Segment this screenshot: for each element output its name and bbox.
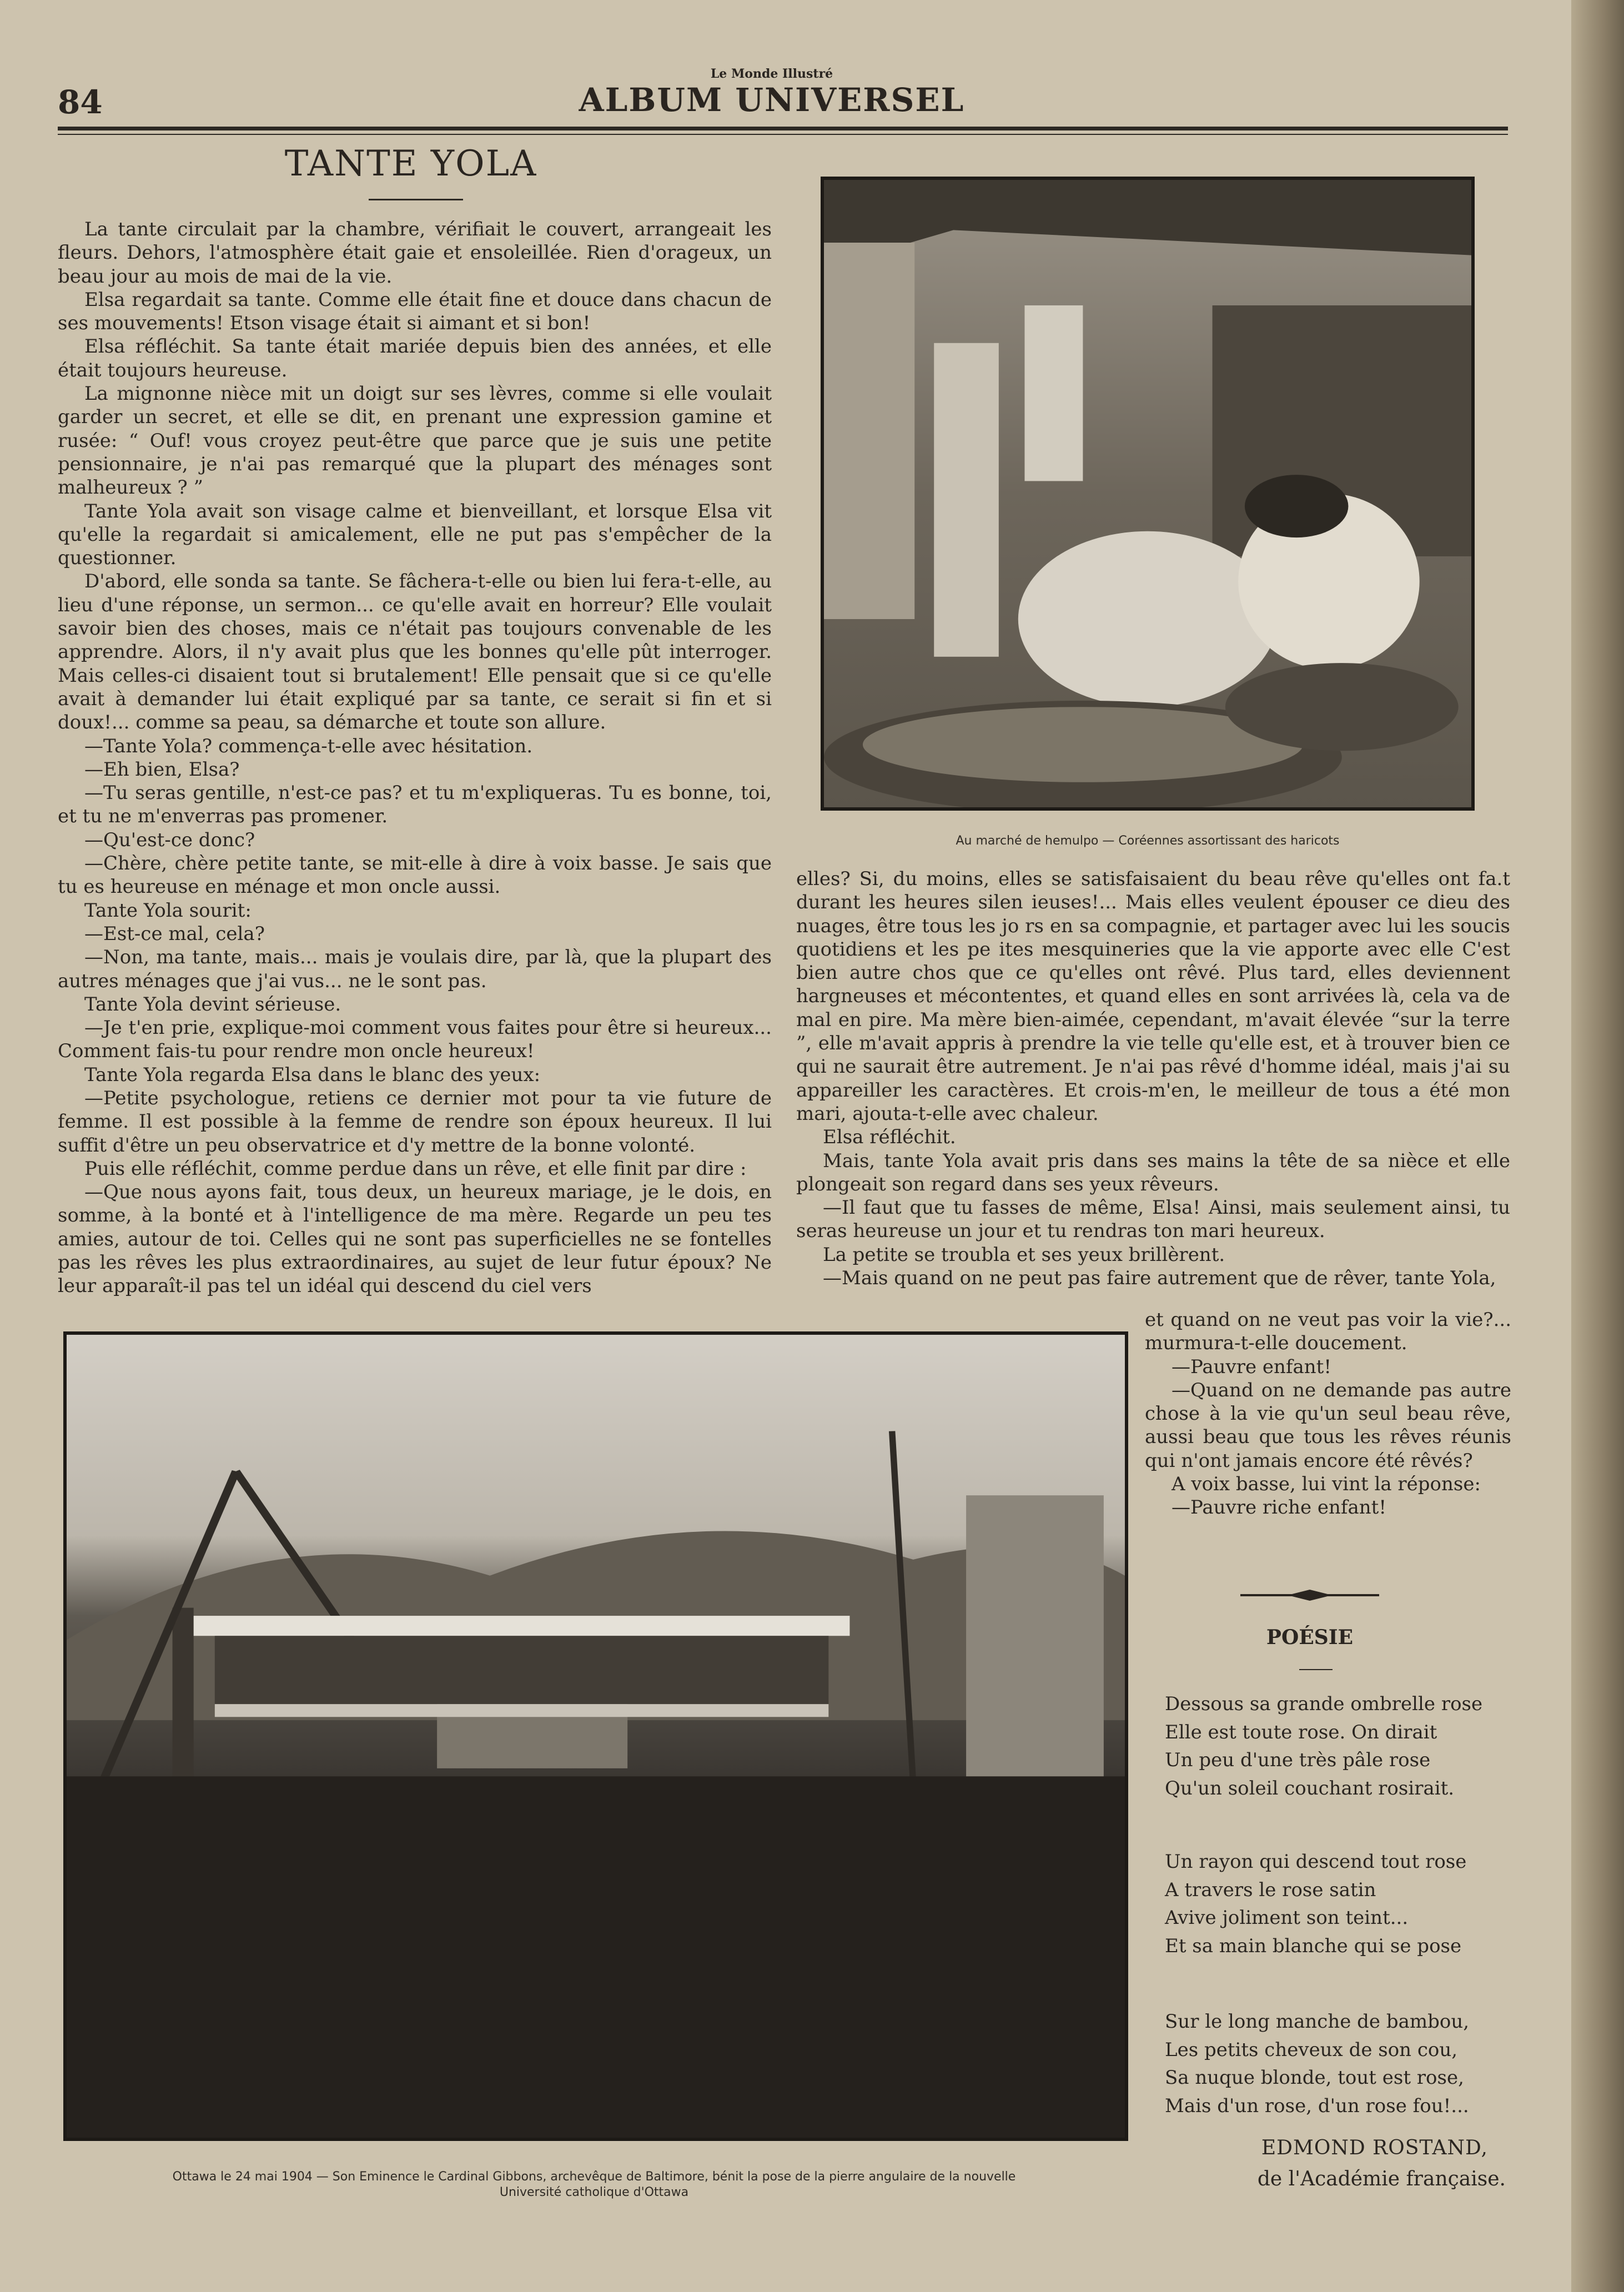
poem-heading-underline <box>1299 1669 1333 1670</box>
masthead-rule <box>58 127 1508 130</box>
poem-line: Mais d'un rose, d'un rose fou!... <box>1165 2094 1469 2117</box>
masthead-title: ALBUM UNIVERSEL <box>579 81 965 119</box>
poem-line: A travers le rose satin <box>1165 1878 1376 1901</box>
poem-line: Les petits cheveux de son cou, <box>1165 2038 1458 2061</box>
story-paragraph: —Tante Yola? commença-t-elle avec hésitation. <box>84 735 533 757</box>
title-underline <box>369 199 463 200</box>
story-title: TANTE YOLA <box>284 143 537 184</box>
story-paragraph: Tante Yola devint sérieuse. <box>84 993 341 1016</box>
poem-ornament-divider <box>1240 1587 1379 1604</box>
poem-line: Un peu d'une très pâle rose <box>1165 1749 1431 1771</box>
ottawa-caption-line2: Université catholique d'Ottawa <box>499 2185 689 2199</box>
poem-line: Dessous sa grande ombrelle rose <box>1165 1693 1483 1715</box>
story-paragraph: —Je t'en prie, explique-moi comment vous faites pour être si heureux... Comment fais-tu pour rendre mon oncle heureux! <box>58 1017 772 1063</box>
korean-market-photo <box>821 177 1475 811</box>
poem-line: Et sa main blanche qui se pose <box>1165 1934 1462 1957</box>
story-paragraph: —Chère, chère petite tante, se mit-elle à dire à voix basse. Je sais que tu es heureuse en ménage et mon oncle aussi. <box>58 852 772 898</box>
poem-line: Sa nuque blonde, tout est rose, <box>1165 2067 1464 2089</box>
story-paragraph: —Pauvre enfant! <box>1172 1355 1332 1378</box>
poem-stanza-3 <box>1165 2008 1469 2120</box>
story-paragraph: elles? Si, du moins, elles se satisfaisaient du beau rêve qu'elles ont fa.t durant les heures silen ieuses!... Mais elles veulent épouser ce dieu des nuages, être tous les jo rs en sa compagnie, et partager avec lui les soucis quotidiens et les pe ites mesquineries que la vie apporte avec elle C'est bien autre chos que ce qu'elles ont rêvé. Plus tard, elles deviennent hargneuses et mécontentes, et quand elles en sont arrivées là, cela va de mal en pire. Ma mère bien-aimée, cependant, m'avait élevée “sur la terre ”, elle m'avait appris à prendre la vie telle qu'elle est, et à trouver bien ce qui ne saurait être autrement. Je n'ai pas rêvé d'homme idéal, mais j'ai su appareiller les caractères. Et crois-m'en, le meilleur de tous a été mon mari, ajouta-t-elle avec chaleur. <box>796 868 1510 1125</box>
ottawa-caption-line1: Ottawa le 24 mai 1904 — Son Eminence le Cardinal Gibbons, archevêque de Baltimore, bénit la pose de la pierre angulaire de la nouvelle <box>172 2170 1016 2184</box>
story-paragraph: Elsa réfléchit. <box>823 1126 956 1149</box>
poem-line: Sur le long manche de bambou, <box>1165 2010 1470 2033</box>
story-paragraph: —Eh bien, Elsa? <box>84 758 240 781</box>
masthead-rule-thin <box>58 134 1508 135</box>
story-paragraph: Tante Yola regarda Elsa dans le blanc des yeux: <box>84 1063 541 1086</box>
story-paragraph: —Petite psychologue, retiens ce dernier mot pour ta vie future de femme. Il est possible à la femme de rendre son époux heureux. Il lui suffit d'être un peu observatrice et d'y mettre de la bonne volonté. <box>58 1087 772 1157</box>
story-paragraph: —Que nous ayons fait, tous deux, un heureux mariage, je le dois, en somme, à la bonté et à l'intelligence de ma mère. Regarde un peu tes amies, autour de toi. Celles qui ne sont pas superficielles ne se fontelles pas les rêves les plus extraordinaires, au sujet de leur futur époux? Ne leur apparaît-il pas tel un idéal qui descend du ciel vers <box>58 1181 772 1298</box>
story-paragraph: La tante circulait par la chambre, vérifiait le couvert, arrangeait les fleurs. Dehors, l'atmosphère était gaie et ensoleillée. Rien d'orageux, un beau jour au mois de mai de la vie. <box>58 218 772 288</box>
story-paragraph: D'abord, elle sonda sa tante. Se fâchera-t-elle ou bien lui fera-t-elle, au lieu d'une réponse, un sermon... ce qu'elle avait en horreur? Elle voulait savoir bien des choses, mais ce n'était pas toujours convenable de les apprendre. Alors, il n'y avait plus que les bonnes qu'elle pût interroger. Mais celles-ci disaient tout si brutalement! Elle pensait que si ce qu'elle avait à demander lui était expliqué par sa tante, ce serait si fin et si doux!... comme sa peau, sa démarche et toute son allure. <box>58 570 772 734</box>
story-paragraph: Mais, tante Yola avait pris dans ses mains la tête de sa nièce et elle plongeait son regard dans ses yeux rêveurs. <box>796 1149 1510 1195</box>
poem-author-affiliation: de l'Académie française. <box>1257 2168 1506 2190</box>
story-paragraph: Tante Yola avait son visage calme et bienveillant, et lorsque Elsa vit qu'elle la regardait si amicalement, elle ne put pas s'empêcher de la questionner. <box>58 500 772 570</box>
page-edge-shadow <box>1571 0 1624 2292</box>
story-left-column <box>58 218 772 1298</box>
masthead-small-title: Le Monde Illustré <box>710 67 833 81</box>
ottawa-ceremony-photo <box>63 1331 1128 2141</box>
poem-line: Elle est toute rose. On dirait <box>1165 1721 1437 1743</box>
story-paragraph: Elsa réfléchit. Sa tante était mariée depuis bien des années, et elle était toujours heureuse. <box>58 335 772 381</box>
story-paragraph: —Mais quand on ne peut pas faire autrement que de rêver, tante Yola, <box>823 1267 1496 1290</box>
story-paragraph: —Non, ma tante, mais... mais je voulais dire, par là, que la plupart des autres ménages que j'ai vus... ne le sont pas. <box>58 946 772 992</box>
story-paragraph: Elsa regardait sa tante. Comme elle était fine et douce dans chacun de ses mouvements! Etson visage était si aimant et si bon! <box>58 288 772 335</box>
story-paragraph: La mignonne nièce mit un doigt sur ses lèvres, comme si elle voulait garder un secret, et elle se dit, en prenant une expression gamine et rusée: “ Ouf! vous croyez peut-être que parce que je suis une petite pensionnaire, je n'ai pas remarqué que la plupart des ménages sont malheureux ? ” <box>58 383 772 499</box>
story-paragraph: —Qu'est-ce donc? <box>84 828 255 851</box>
page-number: 84 <box>58 83 103 121</box>
poem-author: EDMOND ROSTAND, <box>1261 2137 1488 2159</box>
poem-line: Avive joliment son teint... <box>1165 1907 1409 1929</box>
poem-heading: POÉSIE <box>1266 1626 1354 1649</box>
poem-line: Un rayon qui descend tout rose <box>1165 1851 1467 1873</box>
poem-stanza-1 <box>1165 1690 1482 1802</box>
story-paragraph: —Quand on ne demande pas autre chose à la vie qu'un seul beau rêve, aussi beau que tous les rêves réunis qui n'ont jamais encore été rêvés? <box>1145 1379 1511 1472</box>
story-paragraph: —Il faut que tu fasses de même, Elsa! Ainsi, mais seulement ainsi, tu seras heureuse un jour et tu rendras ton mari heureux. <box>796 1197 1510 1243</box>
korean-photo-caption: Au marché de hemulpo — Coréennes assortissant des haricots <box>956 834 1340 848</box>
poem-line: Qu'un soleil couchant rosirait. <box>1165 1777 1455 1800</box>
story-paragraph: —Est-ce mal, cela? <box>84 922 265 945</box>
poem-stanza-2 <box>1165 1848 1466 1960</box>
story-paragraph: et quand on ne veut pas voir la vie?... murmura-t-elle doucement. <box>1145 1309 1511 1355</box>
story-right-column <box>796 867 1510 1290</box>
story-paragraph: Tante Yola sourit: <box>84 899 252 922</box>
story-paragraph: Puis elle réfléchit, comme perdue dans un rêve, et elle finit par dire : <box>84 1157 747 1180</box>
story-paragraph: La petite se troubla et ses yeux brillèrent. <box>823 1243 1225 1266</box>
story-paragraph: —Pauvre riche enfant! <box>1172 1496 1386 1519</box>
story-paragraph: —Tu seras gentille, n'est-ce pas? et tu m'expliqueras. Tu es bonne, toi, et tu ne m'enverras pas promener. <box>58 782 772 828</box>
story-paragraph: A voix basse, lui vint la réponse: <box>1172 1473 1481 1496</box>
story-narrow-column <box>1145 1308 1511 1520</box>
